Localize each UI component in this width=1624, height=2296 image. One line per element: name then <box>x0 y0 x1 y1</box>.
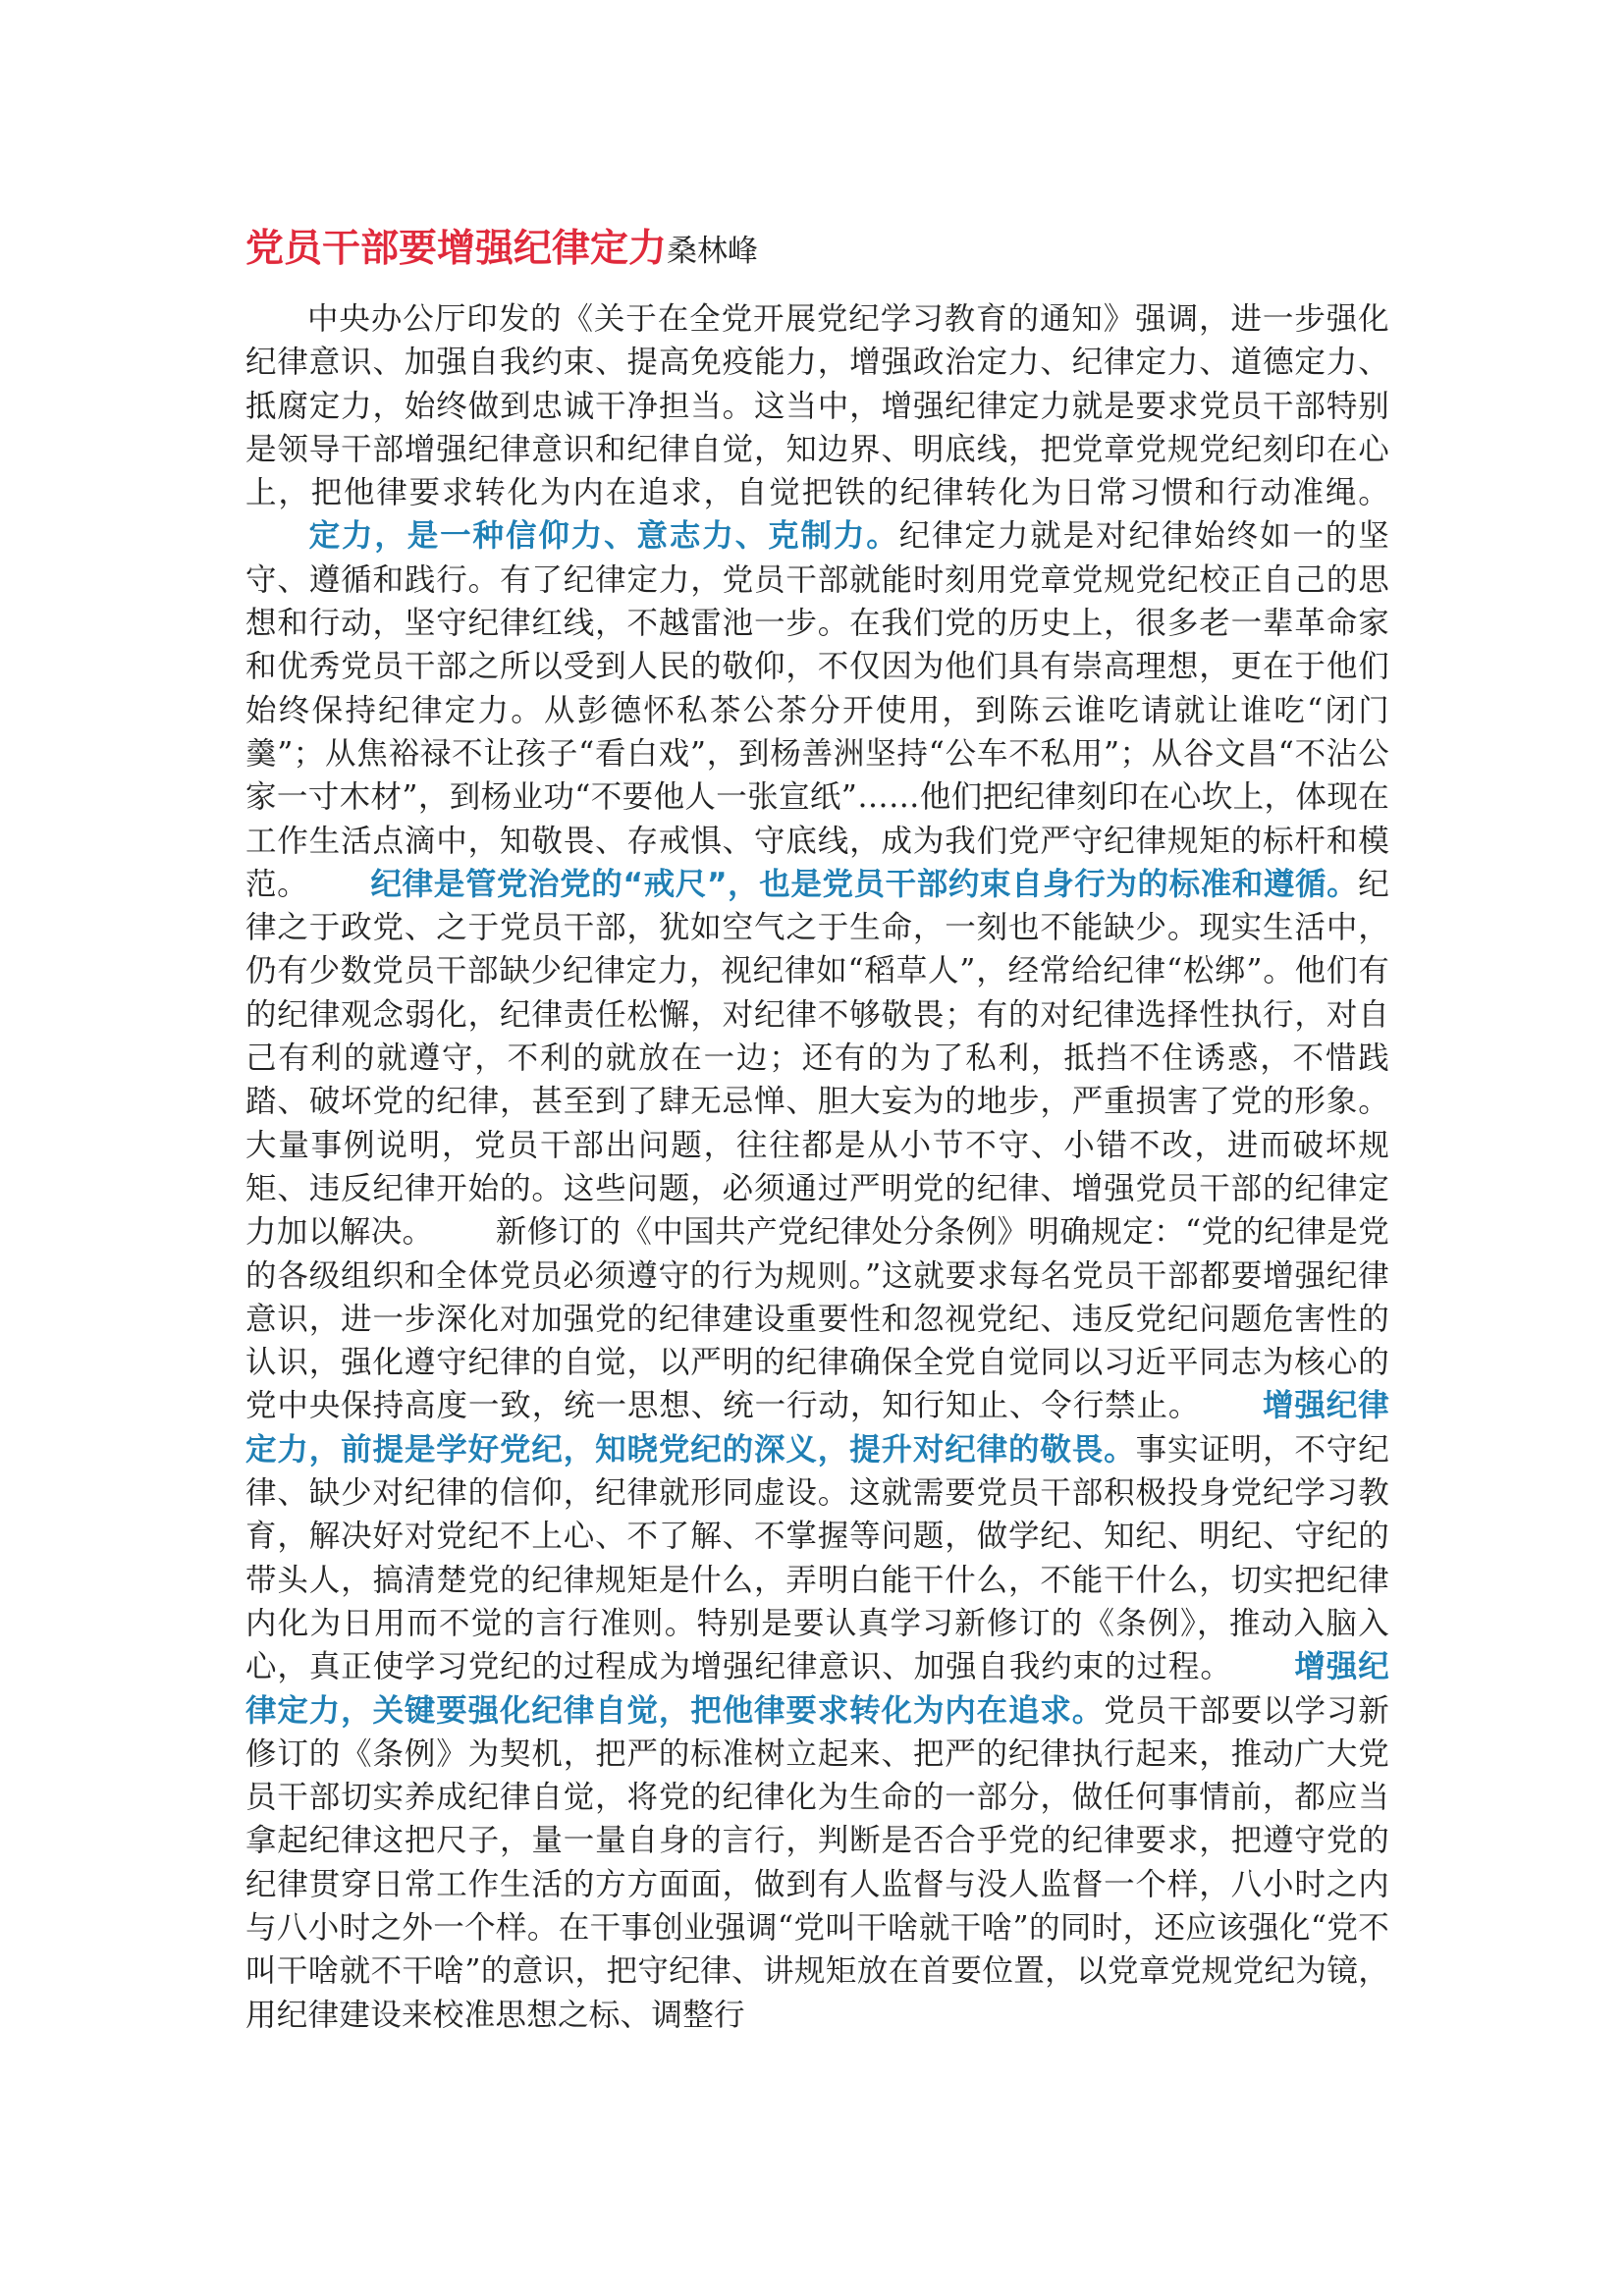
paragraph-6: 党员干部要以学习新修订的《条例》为契机，把严的标准树立起来、把严的纪律执行起来，推动广大党员干部切实养成纪律自觉，将党的纪律化为生命的一部分，做任何事情前，都应当拿起纪律这把尺子，量一量自身的言行，判断是否合乎党的纪律要求，把遵守党的纪律贯穿日常工作生活的方方面面，做到有人监督与没人监督一个样，八小时之内与八小时之外一个样。在干事创业强调“党叫干啥就干啥”的同时，还应该强化“党不叫干啥就不干啥”的意识，把守纪律、讲规矩放在首要位置，以党章党规党纪为镜，用纪律建设来校准思想之标、调整行 <box>245 1692 1390 2033</box>
highlight-heading-3: 增强纪律定力，前提是学好党纪，知晓党纪的深义，提升对纪律的敬畏。 <box>245 1388 1389 1468</box>
highlight-heading-4: 增强纪律定力，关键要强化纪律自觉，把他律要求转化为内在追求。 <box>245 1649 1389 1729</box>
paragraph-5: 事实证明，不守纪律、缺少对纪律的信仰，纪律就形同虚设。这就需要党员干部积极投身党纪学习教育，解决好对党纪不上心、不了解、不掌握等问题，做学纪、知纪、明纪、守纪的带头人，搞清楚党的纪律规矩是什么，弄明白能干什么，不能干什么，切实把纪律内化为日用而不觉的言行准则。特别是要认真学习新修订的《条例》，推动入脑入心，真正使学习党纪的过程成为增强纪律意识、加强自我约束的过程。 <box>245 1431 1390 1685</box>
article <box>245 226 1389 2037</box>
article-author: 桑林峰 <box>667 234 759 269</box>
article-body <box>245 297 1389 2037</box>
paragraph-1: 中央办公厅印发的《关于在全党开展党纪学习教育的通知》强调，进一步强化纪律意识、加强自我约束、提高免疫能力，增强政治定力、纪律定力、道德定力、抵腐定力，始终做到忠诚干净担当。这当中，增强纪律定力就是要求党员干部特别是领导干部增强纪律意识和纪律自觉，知边界、明底线，把党章党规党纪刻印在心上，把他律要求转化为内在追求，自觉把铁的纪律转化为日常习惯和行动准绳。 <box>245 301 1389 511</box>
paragraph-3: 纪律之于政党、之于党员干部，犹如空气之于生命，一刻也不能缺少。现实生活中，仍有少数党员干部缺少纪律定力，视纪律如“稻草人”，经常给纪律“松绑”。他们有的纪律观念弱化，纪律责任松懈，对纪律不够敬畏；有的对纪律选择性执行，对自己有利的就遵守，不利的就放在一边；还有的为了私利，抵挡不住诱惑，不惜践踏、破坏党的纪律，甚至到了肆无忌惮、胆大妄为的地步，严重损害了党的形象。大量事例说明，党员干部出问题，往往都是从小节不守、小错不改，进而破坏规矩、违反纪律开始的。这些问题，必须通过严明党的纪律、增强党员干部的纪律定力加以解决。 <box>245 866 1389 1251</box>
paragraph-4: 新修订的《中国共产党纪律处分条例》明确规定：“党的纪律是党的各级组织和全体党员必须遵守的行为规则。”这就要求每名党员干部都要增强纪律意识，进一步深化对加强党的纪律建设重要性和忽视党纪、违反党纪问题危害性的认识，强化遵守纪律的自觉，以严明的纪律确保全党自觉同以习近平同志为核心的党中央保持高度一致，统一思想、统一行动，知行知止、令行禁止。 <box>245 1214 1389 1424</box>
highlight-heading-2: 纪律是管党治党的“戒尺”，也是党员干部约束自身行为的标准和遵循。 <box>370 866 1359 902</box>
article-title: 党员干部要增强纪律定力 <box>245 227 668 271</box>
paragraph-2: 纪律定力就是对纪律始终如一的坚守、遵循和践行。有了纪律定力，党员干部就能时刻用党章党规党纪校正自己的思想和行动，坚守纪律红线，不越雷池一步。在我们党的历史上，很多老一辈革命家和优秀党员干部之所以受到人民的敬仰，不仅因为他们具有崇高理想，更在于他们始终保持纪律定力。从彭德怀私茶公茶分开使用，到陈云谁吃请就让谁吃“闭门羹”；从焦裕禄不让孩子“看白戏”，到杨善洲坚持“公车不私用”；从谷文昌“不沾公家一寸木材”，到杨业功“不要他人一张宣纸”……他们把纪律刻印在心坎上，体现在工作生活点滴中，知敬畏、存戒惧、守底线，成为我们党严守纪律规矩的标杆和模范。 <box>245 518 1389 902</box>
title-line <box>245 226 1389 280</box>
highlight-heading-1: 定力，是一种信仰力、意志力、克制力。 <box>307 518 899 555</box>
